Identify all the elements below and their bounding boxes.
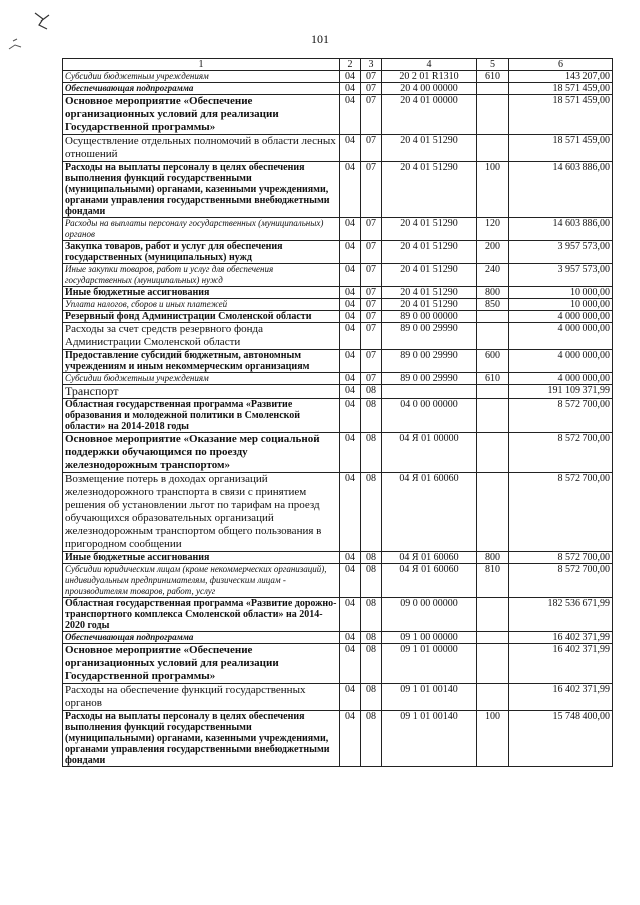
row-section-cell: 04: [340, 83, 361, 95]
row-subsection-cell: 08: [361, 473, 382, 552]
row-section-cell: 04: [340, 552, 361, 564]
table-row: [63, 71, 613, 83]
row-target-code-cell: 89 0 00 00000: [382, 311, 477, 323]
row-target-code-cell: 09 1 01 00140: [382, 684, 477, 711]
row-sum-cell: 143 207,00: [509, 71, 613, 83]
table-row: [63, 162, 613, 218]
table-row: [63, 598, 613, 632]
row-section-cell: 04: [340, 162, 361, 218]
row-target-code-cell: 20 4 01 51290: [382, 287, 477, 299]
row-target-code-cell: [382, 385, 477, 399]
row-expense-type-cell: 100: [477, 711, 509, 767]
row-sum-cell: 4 000 000,00: [509, 311, 613, 323]
row-subsection-cell: 07: [361, 218, 382, 241]
row-expense-type-cell: 600: [477, 350, 509, 373]
page-number: 101: [311, 32, 329, 46]
row-subsection-cell: 07: [361, 299, 382, 311]
row-target-code-cell: 20 4 01 51290: [382, 218, 477, 241]
row-expense-type-cell: 850: [477, 299, 509, 311]
row-sum-cell: 3 957 573,00: [509, 241, 613, 264]
row-section-cell: 04: [340, 433, 361, 473]
budget-table: [62, 58, 613, 767]
row-expense-type-cell: 120: [477, 218, 509, 241]
row-sum-cell: 16 402 371,99: [509, 644, 613, 684]
row-section-cell: 04: [340, 311, 361, 323]
row-sum-cell: 4 000 000,00: [509, 323, 613, 350]
row-section-cell: 04: [340, 71, 361, 83]
row-name-cell: Основное мероприятие «Обеспечение организационных условий для реализации Государственной программы»: [63, 644, 340, 684]
row-name-cell: Субсидии бюджетным учреждениям: [63, 373, 340, 385]
row-section-cell: 04: [340, 323, 361, 350]
row-sum-cell: 18 571 459,00: [509, 95, 613, 135]
row-expense-type-cell: 810: [477, 564, 509, 598]
row-subsection-cell: 07: [361, 135, 382, 162]
row-sum-cell: 8 572 700,00: [509, 552, 613, 564]
row-name-cell: Субсидии юридическим лицам (кроме некоммерческих организаций), индивидуальным предпринимателям, физическим лицам - производителям товаров, работ, услуг: [63, 564, 340, 598]
row-sum-cell: 15 748 400,00: [509, 711, 613, 767]
row-target-code-cell: 04 Я 01 00000: [382, 433, 477, 473]
row-name-cell: Резервный фонд Администрации Смоленской области: [63, 311, 340, 323]
row-section-cell: 04: [340, 350, 361, 373]
row-expense-type-cell: [477, 311, 509, 323]
row-sum-cell: 8 572 700,00: [509, 433, 613, 473]
row-name-cell: Иные закупки товаров, работ и услуг для обеспечения государственных (муниципальных) нужд: [63, 264, 340, 287]
row-subsection-cell: 07: [361, 241, 382, 264]
row-name-cell: Обеспечивающая подпрограмма: [63, 632, 340, 644]
row-expense-type-cell: [477, 323, 509, 350]
row-name-cell: Основное мероприятие «Оказание мер социальной поддержки обучающимся по проезду железнодорожным транспортом»: [63, 433, 340, 473]
row-expense-type-cell: 800: [477, 287, 509, 299]
row-name-cell: Предоставление субсидий бюджетным, автономным учреждениям и иным некоммерческим организациям: [63, 350, 340, 373]
row-expense-type-cell: [477, 95, 509, 135]
row-expense-type-cell: 200: [477, 241, 509, 264]
row-target-code-cell: 20 4 01 51290: [382, 162, 477, 218]
row-sum-cell: 182 536 671,99: [509, 598, 613, 632]
row-sum-cell: 10 000,00: [509, 299, 613, 311]
row-section-cell: 04: [340, 564, 361, 598]
row-section-cell: 04: [340, 399, 361, 433]
row-subsection-cell: 07: [361, 71, 382, 83]
row-sum-cell: 14 603 886,00: [509, 218, 613, 241]
row-expense-type-cell: [477, 684, 509, 711]
row-expense-type-cell: [477, 473, 509, 552]
row-target-code-cell: 04 Я 01 60060: [382, 473, 477, 552]
table-row: [63, 95, 613, 135]
table-row: [63, 433, 613, 473]
row-target-code-cell: 20 4 01 51290: [382, 241, 477, 264]
row-section-cell: 04: [340, 241, 361, 264]
table-row: [63, 135, 613, 162]
row-sum-cell: 16 402 371,99: [509, 684, 613, 711]
row-subsection-cell: 08: [361, 433, 382, 473]
row-name-cell: Субсидии бюджетным учреждениям: [63, 71, 340, 83]
row-section-cell: 04: [340, 218, 361, 241]
row-expense-type-cell: [477, 644, 509, 684]
row-section-cell: 04: [340, 684, 361, 711]
row-subsection-cell: 08: [361, 552, 382, 564]
row-target-code-cell: 04 Я 01 60060: [382, 564, 477, 598]
row-target-code-cell: 20 4 01 00000: [382, 95, 477, 135]
row-subsection-cell: 07: [361, 350, 382, 373]
row-target-code-cell: 20 2 01 R1310: [382, 71, 477, 83]
table-row: [63, 684, 613, 711]
row-sum-cell: 191 109 371,99: [509, 385, 613, 399]
row-subsection-cell: 08: [361, 711, 382, 767]
row-expense-type-cell: 610: [477, 71, 509, 83]
row-subsection-cell: 08: [361, 644, 382, 684]
row-section-cell: 04: [340, 373, 361, 385]
table-row: [63, 241, 613, 264]
row-name-cell: Расходы на выплаты персоналу в целях обеспечения выполнения функций государственными (муниципальными) органами, казенными учреждениями, органами управления государственными внебюджетными фондами: [63, 711, 340, 767]
table-row: [63, 385, 613, 399]
row-subsection-cell: 08: [361, 632, 382, 644]
row-section-cell: 04: [340, 299, 361, 311]
row-sum-cell: 3 957 573,00: [509, 264, 613, 287]
table-row: [63, 323, 613, 350]
row-target-code-cell: 20 4 01 51290: [382, 264, 477, 287]
handwritten-mark: [5, 5, 55, 55]
row-subsection-cell: 07: [361, 373, 382, 385]
column-header: 1: [63, 59, 340, 71]
row-sum-cell: 10 000,00: [509, 287, 613, 299]
row-sum-cell: 16 402 371,99: [509, 632, 613, 644]
row-target-code-cell: 89 0 00 29990: [382, 323, 477, 350]
table-row: [63, 711, 613, 767]
row-sum-cell: 14 603 886,00: [509, 162, 613, 218]
row-sum-cell: 8 572 700,00: [509, 399, 613, 433]
table-row: [63, 373, 613, 385]
row-name-cell: Транспорт: [63, 385, 340, 399]
row-sum-cell: 18 571 459,00: [509, 135, 613, 162]
table-row: [63, 311, 613, 323]
row-target-code-cell: 09 1 00 00000: [382, 632, 477, 644]
row-section-cell: 04: [340, 135, 361, 162]
row-expense-type-cell: 610: [477, 373, 509, 385]
row-subsection-cell: 07: [361, 323, 382, 350]
column-header: 5: [477, 59, 509, 71]
row-name-cell: Расходы на обеспечение функций государственных органов: [63, 684, 340, 711]
table-row: [63, 350, 613, 373]
row-subsection-cell: 07: [361, 287, 382, 299]
table-body: [63, 71, 613, 767]
row-expense-type-cell: 240: [477, 264, 509, 287]
row-sum-cell: 8 572 700,00: [509, 564, 613, 598]
table-row: [63, 644, 613, 684]
row-target-code-cell: 04 Я 01 60060: [382, 552, 477, 564]
row-subsection-cell: 07: [361, 83, 382, 95]
row-sum-cell: 18 571 459,00: [509, 83, 613, 95]
row-target-code-cell: 89 0 00 29990: [382, 350, 477, 373]
row-expense-type-cell: [477, 598, 509, 632]
row-subsection-cell: 08: [361, 385, 382, 399]
table-row: [63, 264, 613, 287]
row-name-cell: Основное мероприятие «Обеспечение организационных условий для реализации Государственной программы»: [63, 95, 340, 135]
row-subsection-cell: 08: [361, 564, 382, 598]
row-section-cell: 04: [340, 473, 361, 552]
row-subsection-cell: 07: [361, 95, 382, 135]
row-name-cell: Уплата налогов, сборов и иных платежей: [63, 299, 340, 311]
row-name-cell: Закупка товаров, работ и услуг для обеспечения государственных (муниципальных) нужд: [63, 241, 340, 264]
row-expense-type-cell: [477, 135, 509, 162]
row-section-cell: 04: [340, 598, 361, 632]
column-header: 2: [340, 59, 361, 71]
table-row: [63, 632, 613, 644]
row-target-code-cell: 09 1 01 00000: [382, 644, 477, 684]
column-header: 3: [361, 59, 382, 71]
row-expense-type-cell: [477, 385, 509, 399]
row-name-cell: Иные бюджетные ассигнования: [63, 287, 340, 299]
row-subsection-cell: 07: [361, 162, 382, 218]
table-row: [63, 299, 613, 311]
row-expense-type-cell: [477, 83, 509, 95]
table-row: [63, 552, 613, 564]
table-row: [63, 564, 613, 598]
table-row: [63, 83, 613, 95]
row-name-cell: Возмещение потерь в доходах организаций железнодорожного транспорта в связи с принятием решения об установлении льгот по тарифам на проезд обучающихся образовательных организаций железнодорожным транспортом общего пользования в пригородном сообщении: [63, 473, 340, 552]
table-row: [63, 399, 613, 433]
row-name-cell: Осуществление отдельных полномочий в области лесных отношений: [63, 135, 340, 162]
row-expense-type-cell: 800: [477, 552, 509, 564]
row-expense-type-cell: [477, 399, 509, 433]
table-row: [63, 473, 613, 552]
row-name-cell: Областная государственная программа «Развитие образования и молодежной политики в Смоленской области» на 2014-2018 годы: [63, 399, 340, 433]
row-target-code-cell: 89 0 00 29990: [382, 373, 477, 385]
row-name-cell: Обеспечивающая подпрограмма: [63, 83, 340, 95]
row-subsection-cell: 08: [361, 598, 382, 632]
table-row: [63, 218, 613, 241]
row-section-cell: 04: [340, 632, 361, 644]
row-target-code-cell: 20 4 01 51290: [382, 299, 477, 311]
row-sum-cell: 4 000 000,00: [509, 373, 613, 385]
row-section-cell: 04: [340, 95, 361, 135]
row-name-cell: Расходы на выплаты персоналу государственных (муниципальных) органов: [63, 218, 340, 241]
row-name-cell: Расходы за счет средств резервного фонда Администрации Смоленской области: [63, 323, 340, 350]
row-expense-type-cell: 100: [477, 162, 509, 218]
row-target-code-cell: 20 4 00 00000: [382, 83, 477, 95]
row-name-cell: Расходы на выплаты персоналу в целях обеспечения выполнения функций государственными (муниципальными) органами, казенными учреждениями, органами управления государственными внебюджетными фондами: [63, 162, 340, 218]
row-target-code-cell: 04 0 00 00000: [382, 399, 477, 433]
column-header: 4: [382, 59, 477, 71]
row-sum-cell: 4 000 000,00: [509, 350, 613, 373]
row-subsection-cell: 07: [361, 311, 382, 323]
header-row: [63, 59, 613, 71]
row-expense-type-cell: [477, 632, 509, 644]
column-header: 6: [509, 59, 613, 71]
row-target-code-cell: 09 0 00 00000: [382, 598, 477, 632]
row-name-cell: Областная государственная программа «Развитие дорожно-транспортного комплекса Смоленской области» на 2014-2020 годы: [63, 598, 340, 632]
row-section-cell: 04: [340, 385, 361, 399]
row-subsection-cell: 08: [361, 399, 382, 433]
row-section-cell: 04: [340, 264, 361, 287]
row-name-cell: Иные бюджетные ассигнования: [63, 552, 340, 564]
row-section-cell: 04: [340, 287, 361, 299]
row-subsection-cell: 07: [361, 264, 382, 287]
row-target-code-cell: 09 1 01 00140: [382, 711, 477, 767]
row-section-cell: 04: [340, 644, 361, 684]
row-expense-type-cell: [477, 433, 509, 473]
row-subsection-cell: 08: [361, 684, 382, 711]
row-section-cell: 04: [340, 711, 361, 767]
table-row: [63, 287, 613, 299]
row-target-code-cell: 20 4 01 51290: [382, 135, 477, 162]
row-sum-cell: 8 572 700,00: [509, 473, 613, 552]
